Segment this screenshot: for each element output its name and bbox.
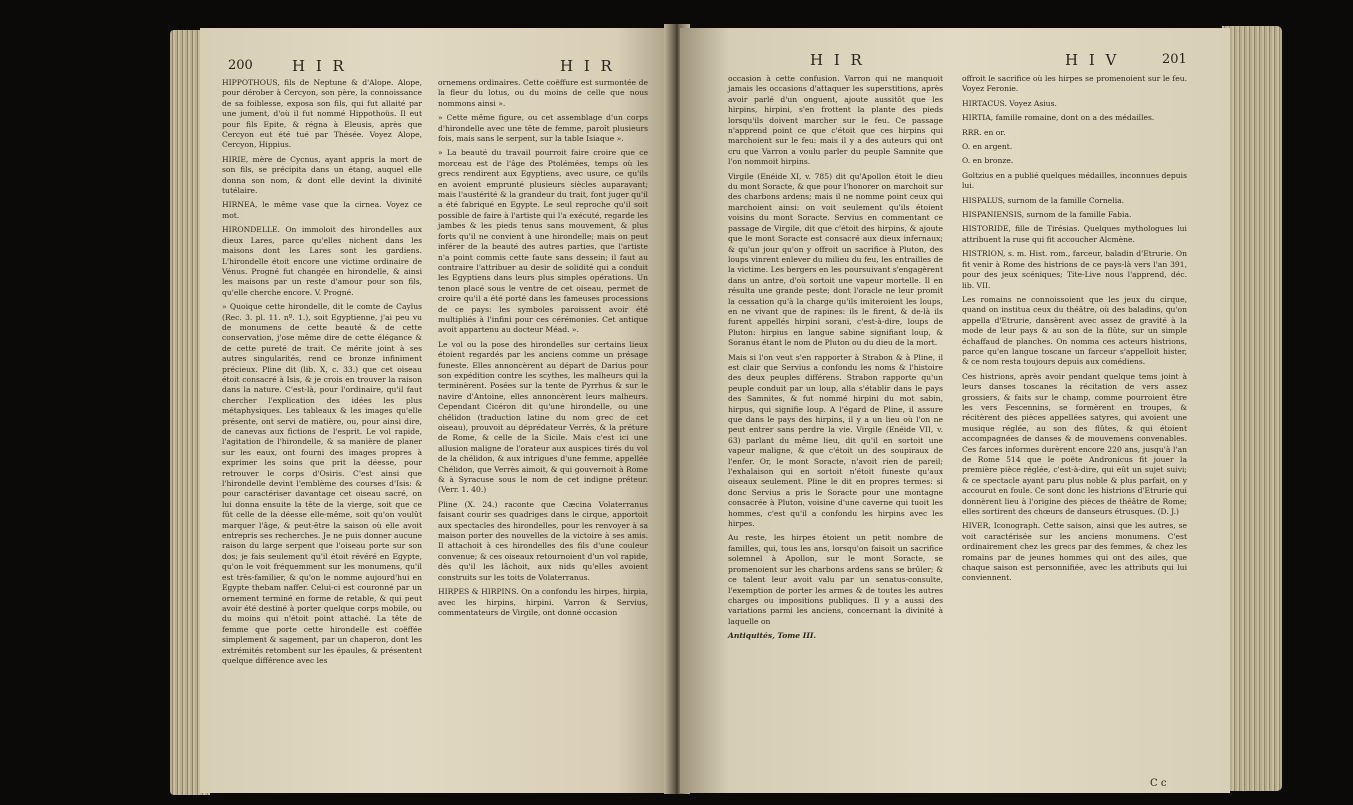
left-page xyxy=(200,28,674,793)
entry-hirie: HIRIE, mère de Cycnus, ayant appris la mort de son fils, se précipita dans un étang, auquel elle donna son nom, & dont elle devint la divinité tutélaire. xyxy=(222,154,422,196)
paragraph-histrions: Ces histrions, après avoir pendant quelque tems joint à leurs danses toscanes la récitation de vers assez grossiers, & faits sur le champ, comme pourroient être les vers Fescennins, se formèrent en troupes, & récitèrent des pièces appellées satyres, qui avoient une musique réglée, au son des flûtes, & qui étoient accompagnées de danses & de mouvemens convenables. Ces farces informes durèrent encore 220 ans, jusqu'à l'an de Rome 514 que le poëte Andronicus fit jouer la première pièce réglée, c'est-à-dire, qui eût un sujet suivi; & ce spectacle ayant paru plus noble & plus parfait, on y accourut en foule. Ce sont donc les histrions d'Etrurie qui donnèrent lieu à l'origine des pièces de théâtre de Rome; elles sortirent des chœurs de danseurs étrusques. (D. J.) xyxy=(962,371,1187,517)
paragraph-pline-caecina: Pline (X. 24.) raconte que Cæcina Volaterranus faisant courir ses quadriges dans le cirque, apportoit aux spectacles des hirondelles, pour les renvoyer à sa maison porter des nouvelles de la victoire à ses amis. Il attachoit à ces hirondelles des fils d'une couleur convenue; & ces oiseaux retournoient d'un vol rapide, dès qu'il les lâchoit, aux nids qu'elles avoient construits sur les toits de Volaterranus. xyxy=(438,499,648,582)
paragraph-varron: occasion à cette confusion. Varron qui ne manquoit jamais les occasions d'attaquer les superstitions, après avoir parlé d'un onguent, ajoute aussitôt que les hirpins, hirpini, s'en frottent la plante des pieds lorsqu'ils doivent marcher sur le feu. Ce passage n'apprend point ce que c'étoit que ces hirpins qui marchoient sur le feu: mais il y a des auteurs qui ont cru que Varron a voulu parler du peuple Samnite que l'on nommoit hirpins. xyxy=(728,74,943,167)
signature-mark: C c xyxy=(1150,778,1167,789)
medal-gold: RRR. en or. xyxy=(962,127,1006,137)
left-column-1 xyxy=(222,78,422,790)
right-column-1 xyxy=(728,74,943,786)
entry-hispalus: HISPALUS, surnom de la famille Cornelia. xyxy=(962,195,1125,205)
paragraph-strabon: Mais si l'on veut s'en rapporter à Strabon & à Pline, il est clair que Servius a confondu les noms & l'histoire des deux peuples différens. Strabon rapporte qu'un peuple conduit par un loup, alla s'établir dans le pays des Samnites, & fut nommé hirpini du mot sabin, hirpus, qui signifie loup. A l'égard de Pline, il assure que dans le pays des hirpins, il y a un lieu où l'on ne peut entrer sans perdre la vie. Virgile (Enéide VII, v. 63) parlant du même lieu, dit qu'il en sortoit une vapeur maligne, & que c'étoit un des soupiraux de l'enfer. Or, le mont Soracte, n'avoit rien de pareil; l'exhalaison qui en sortoit n'étoit funeste qu'aux oiseaux seulement. Pline le dit en propres termes: si donc Servius a pris le Soracte pour une montagne consacrée à Pluton, voisine d'une caverne qui tuoit les hommes, c'est qu'il a confondu les hirpins avec les hirpes. xyxy=(728,352,943,529)
paragraph-goltzius: Goltzius en a publié quelques médailles, inconnues depuis lui. xyxy=(962,170,1187,191)
right-page xyxy=(680,28,1230,793)
paragraph-presage: Le vol ou la pose des hirondelles sur certains lieux étoient regardés par les anciens comme un présage funeste. Elles annoncèrent au départ de Darius pour son expédition contre les scythes, les malheurs qui la terminèrent. Posées sur la tente de Pyrrhus & sur le navire d'Antoine, elles annoncèrent leurs malheurs. Cependant Cicéron dit qu'une hirondelle, ou une chélidon (traduction latine du nom grec de cet oiseau), prouvoit au déprédateur Verrès, & la préture de Rome, & celle de la Sicile. Mais c'est ici une allusion maligne de l'orateur aux auspices tirés du vol de la chélidon, & aux intrigues d'une femme, appellée Chélidon, que Verrès aimoit, & qui gouvernoit à Rome & à Syracuse sous le nom de cet indigne préteur. (Verr. 1. 40.) xyxy=(438,339,648,495)
right-running-head-left: H I R xyxy=(810,51,865,69)
entry-hirpes: HIRPES & HIRPINS. On a confondu les hirpes, hirpia, avec les hirpins, hirpini. Varron & Servius, commentateurs de Virgile, ont donné occasion xyxy=(438,587,648,617)
paragraph-coeffure: ornemens ordinaires. Cette coëffure est surmontée de la fleur du lotus, ou du moins de celle que nous nommons ainsi ». xyxy=(438,78,648,108)
entry-historide: HISTORIDE, fille de Tirésias. Quelques mythologues lui attribuent la ruse qui fit accoucher Alcmène. xyxy=(962,224,1187,244)
paragraph-ptolemees: » La beauté du travail pourroit faire croire que ce morceau est de l'âge des Ptolémées, temps où les grecs rendirent aux Egyptiens, avec usure, ce qu'ils en avoient emprunté plusieurs siècles auparavant; mais l'austérité & la grandeur du trait, font juger qu'il a été fabriqué en Egypte. Le seul reproche qu'il soit possible de faire à l'artiste qui l'a exécuté, regarde les jambes & les pieds tenus sans mouvement, & plus forts qu'il ne convient à une hirondelle; mais on peut inférer de la beauté des autres parties, que l'artiste n'a point commis cette faute sans dessein; il faut au contraire l'attribuer au desir de solidité qui a conduit les Egyptiens dans leurs plus simples opérations. Un tenon placé sous le ventre de cet oiseau, permet de croire qu'il a été porté dans les fameuses processions de ce pays: les symboles paroissent avoir été multipliés à l'infini pour ces cérémonies. Cet antique avoit appartenu au docteur Méad. ». xyxy=(438,148,648,335)
medal-bronze: O. en bronze. xyxy=(962,156,1014,166)
paragraph-romains-jeux: Les romains ne connoissoient que les jeux du cirque, quand on institua ceux du théâtre, où des baladins, qu'on appella d'Etrurie, dansèrent avec assez de gravité à la mode de leur pays & au son de la flûte, sur un simple échaffaud de planches. On nomma ces acteurs histrions, parce qu'en langue toscane un farceur s'appelloit hister, & ce nom resta toujours depuis aux comédiens. xyxy=(962,294,1187,367)
left-running-head: H I R xyxy=(292,57,347,75)
right-page-stack xyxy=(1222,26,1282,791)
entry-hiver: HIVER, Iconograph. Cette saison, ainsi que les autres, se voit caractérisée sur les anciens monumens. C'est ordinairement chez les grecs par des femmes, & chez les romains par de jeunes hommes qui ont des ailes, que chaque saison est personnifiée, avec les attributs qui lui conviennent. xyxy=(962,521,1187,583)
right-column-2 xyxy=(962,74,1187,786)
entry-hirondelle-caylus: » Quoique cette hirondelle, dit le comte de Caylus (Rec. 3. pl. 11. nº. 1.), soit Egyptienne, j'ai peu vu de monumens de cette beauté & de cette conservation, j'ose même dire de cette élégance & de cette pureté de trait. Ce mérite joint à ses autres singularités, rend ce bronze infiniment précieux. Pline dit (lib. X, c. 33.) que cet oiseau étoit consacré à Isis, & je crois en trouver la raison dans la nature. C'est-là, pour l'ordinaire, qu'il faut chercher l'explication des idées les plus métaphysiques. Les tableaux & les images qu'elle présente, ont servi de matière, ou, pour ainsi dire, de canevas aux fictions de l'esprit. Le vol rapide, l'agitation de l'hirondelle, & sa manière de planer sur les eaux, ont fourni des images propres à exprimer les soins que prit la déesse, pour retrouver le corps d'Osiris. C'est ainsi que l'hirondelle devint l'emblème des courses d'Isis: & pour caractériser davantage cet oiseau sacré, on lui donna ensuite la tête de la vierge, soit que ce fût celle de la déesse elle-même, soit qu'on voulût marquer l'âge, & peut-être la saison où elle avoit entrepris ses recherches. Je ne puis donner aucune raison du large serpent que l'oiseau porte sur son dos; je fais seulement qu'il étoit révéré en Egypte, qu'on le voit fréquemment sur les monumens, qu'il est très-familier, & qu'on le nomme aujourd'hui en Egypte thebam naffer. Celui-ci est couronné par un ornement terminé en forme de retable, & qui peut avoir été destiné à porter quelque corps mobile, ou du moins qui n'étoit point attaché. La tête de femme que porte cette hirondelle est coëffée simplement & sagement, par un chaperon, dont les extrémités retombent sur les épaules, & présentent quelque différence avec les xyxy=(222,302,422,665)
entry-histrion: HISTRION, s. m. Hist. rom., farceur, baladin d'Etrurie. On fit venir à Rome des histrions de ce pays-là vers l'an 391, pour des jeux scéniques; Tite-Live nous l'apprend, déc. lib. VII. xyxy=(962,249,1187,290)
paragraph-feronie: offroit le sacrifice où les hirpes se promenoient sur le feu. Voyez Feronie. xyxy=(962,74,1187,94)
left-column-head: H I R xyxy=(560,57,615,75)
footer-volume: Antiquités, Tome III. xyxy=(728,631,817,641)
paragraph-table-isiaque: » Cette même figure, ou cet assemblage d'un corps d'hirondelle avec une tête de femme, paroît plusieurs fois, mais sans le serpent, sur la table Isiaque ». xyxy=(438,113,648,144)
medal-silver: O. en argent. xyxy=(962,142,1013,152)
entry-hirtacus: HIRTACUS. Voyez Asius. xyxy=(962,98,1057,108)
left-column-2 xyxy=(438,78,648,790)
right-running-head-right: H I V xyxy=(1065,51,1120,69)
paragraph-hirpes-familles: Au reste, les hirpes étoient un petit nombre de familles, qui, tous les ans, lorsqu'on faisoit un sacrifice solemnel à Apollon, sur le mont Soracte, se promenoient sur les charbons ardens sans se brûler; & ce talent leur avoit valu par un senatus-consulte, l'exemption de porter les armes & de toutes les autres charges ou impositions publiques. Il y a aussi des variations parmi les anciens, concernant la divinité à laquelle on xyxy=(728,533,943,626)
entry-hippothous: HIPPOTHOUS, fils de Neptune & d'Alope. Alope, pour dérober à Cercyon, son père, la connoissance de sa foiblesse, exposa son fils, qui fut allaité par une jument, d'où il fut nommé Hippothoüs. Il eut pour fils Epite, & régna à Eleusis, après que Cercyon eut été tué par Thésée. Voyez Alope, Cercyon, Hippius. xyxy=(222,78,422,150)
entry-hirnea: HIRNEA, le même vase que la cirnea. Voyez ce mot. xyxy=(222,200,422,220)
entry-hirtia: HIRTIA, famille romaine, dont on a des médailles. xyxy=(962,113,1155,123)
left-page-number: 200 xyxy=(228,58,253,73)
right-page-number: 201 xyxy=(1162,52,1187,67)
paragraph-virgile-soracte: Virgile (Enéide XI, v. 785) dit qu'Apollon étoit le dieu du mont Soracte, & que pour l'honorer on marchoit sur des charbons ardens; mais il ne nomme point ceux qui marchoient ainsi: on voit seulement qu'ils étoient voisins du mont Soracte. Servius en commentant ce passage de Virgile, dit que c'étoit des hirpins, & ajoute que le mont Soracte est consacré aux dieux infernaux; & qu'un jour qu'on y offroit un sacrifice à Pluton, des loups vinrent enlever du milieu du feu, les entrailles de la victime. Les bergers en les poursuivant s'engagèrent dans un antre, d'où sortoit une vapeur mortelle. Il en résulta une grande peste; dont l'oracle ne leur promit la cessation qu'à la charge qu'ils imiteroient les loups, en ne vivant que de rapines: ils le firent, & de-là ils furent appellés hirpini sorani, c'est-à-dire, loups de Pluton: hirpius en langue sabine signifiant loup, & Soranus étant le nom de Pluton ou du dieu de la mort. xyxy=(728,171,943,348)
entry-hispaniensis: HISPANIENSIS, surnom de la famille Fabia. xyxy=(962,210,1132,220)
entry-hirondelle: HIRONDELLE. On immoloit des hirondelles aux dieux Lares, parce qu'elles nichent dans les maisons dont les Lares sont les gardiens. L'hirondelle étoit encore une victime ordinaire de Vénus. Progné fut changée en hirondelle, & ainsi les maisons par un reste d'amour pour son fils, qu'elle cherche encore. V. Progné. xyxy=(222,225,422,297)
